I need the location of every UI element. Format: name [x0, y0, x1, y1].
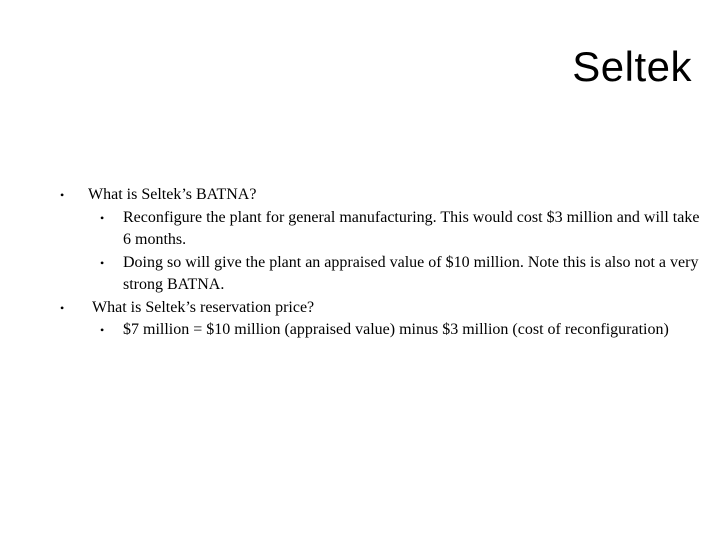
- bullet-list: [60, 184, 705, 342]
- bullet-text: What is Seltek’s reservation price?: [92, 298, 315, 316]
- bullet-item: [60, 297, 705, 320]
- bullet-item: [60, 184, 705, 207]
- bullet-marker: •: [100, 210, 105, 225]
- bullet-marker: •: [100, 255, 105, 270]
- bullet-marker: •: [100, 323, 105, 337]
- bullet-text: $7 million = $10 million (appraised value) minus $3 million (cost of reconfiguration): [123, 321, 669, 338]
- sub-bullet-item: [60, 319, 705, 342]
- bullet-marker: •: [60, 188, 65, 202]
- bullet-marker: •: [60, 300, 65, 315]
- sub-bullet-item: [60, 207, 705, 252]
- slide-title: Seltek: [572, 43, 692, 90]
- sub-bullet-item: [60, 252, 705, 297]
- bullet-text: What is Seltek’s BATNA?: [88, 186, 257, 203]
- bullet-text: Doing so will give the plant an appraised value of $10 million. Note this is also not a very strong BATNA.: [123, 253, 699, 293]
- bullet-text: Reconfigure the plant for general manufacturing. This would cost $3 million and will take 6 months.: [123, 208, 700, 248]
